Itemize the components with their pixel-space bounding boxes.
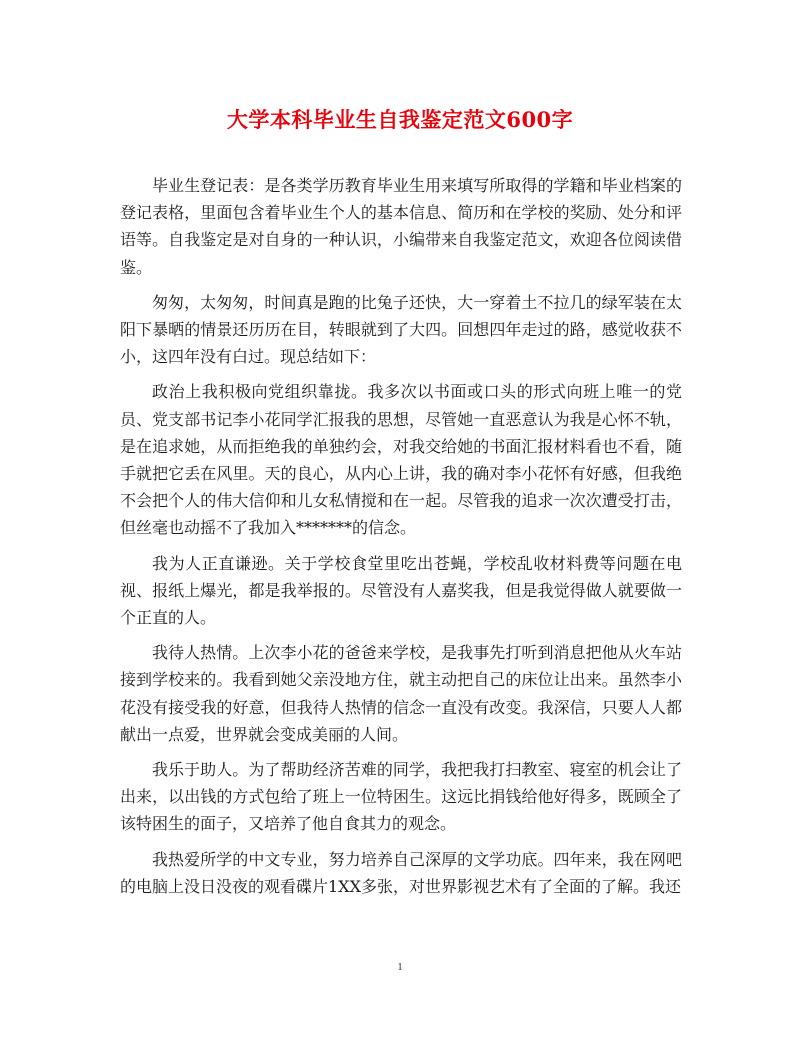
paragraph-warmth: 我待人热情。上次李小花的爸爸来学校，是我事先打听到消息把他从火车站接到学校来的。我看到她父亲没地方住，就主动把自己的床位让出来。虽然李小花没有接受我的好意，但我待人热情的信念一直没有改变。我深信，只要人人都献出一点爱，世界就会变成美丽的人间。 xyxy=(120,643,682,744)
paragraph-politics: 政治上我积极向党组织靠拢。我多次以书面或口头的形式向班上唯一的党员、党支部书记李小花同学汇报我的思想，尽管她一直恶意认为我是心怀不轨，是在追求她，从而拒绝我的单独约会，对我交给她的书面汇报材料看也不看，随手就把它丢在风里。天的良心，从内心上讲，我的确对李小花怀有好感，但我绝不会把个人的伟大信仰和儿女私情搅和在一起。尽管我的追求一次次遭受打击，但丝毫也动摇不了我加入*******的信念。 xyxy=(120,382,682,538)
paragraph-intro: 毕业生登记表：是各类学历教育毕业生用来填写所取得的学籍和毕业档案的登记表格，里面包含着毕业生个人的基本信息、简历和在学校的奖励、处分和评语等。自我鉴定是对自身的一种认识，小编带来自我鉴定范文，欢迎各位阅读借鉴。 xyxy=(120,176,682,277)
document-body xyxy=(120,172,682,908)
paragraph-helping: 我乐于助人。为了帮助经济苦难的同学，我把我打扫教室、寝室的机会让了出来，以出钱的方式包给了班上一位特困生。这远比捐钱给他好得多，既顾全了该特困生的面子，又培养了他自食其力的观念。 xyxy=(120,760,682,834)
paragraph-time: 匆匆，太匆匆，时间真是跑的比兔子还快，大一穿着土不拉几的绿军装在太阳下暴晒的情景还历历在目，转眼就到了大四。回想四年走过的路，感觉收获不小，这四年没有白过。现总结如下： xyxy=(120,292,682,367)
document-title: 大学本科毕业生自我鉴定范文600字 xyxy=(226,107,574,132)
paragraph-integrity: 我为人正直谦逊。关于学校食堂里吃出苍蝇，学校乱收材料费等问题在电视、报纸上爆光，都是我举报的。尽管没有人嘉奖我，但是我觉得做人就要做一个正直的人。 xyxy=(120,553,682,628)
paragraph-major: 我热爱所学的中文专业，努力培养自己深厚的文学功底。四年来，我在网吧的电脑上没日没夜的观看碟片1XX多张，对世界影视艺术有了全面的了解。我还 xyxy=(120,849,682,896)
page-number: 1 xyxy=(397,961,403,973)
